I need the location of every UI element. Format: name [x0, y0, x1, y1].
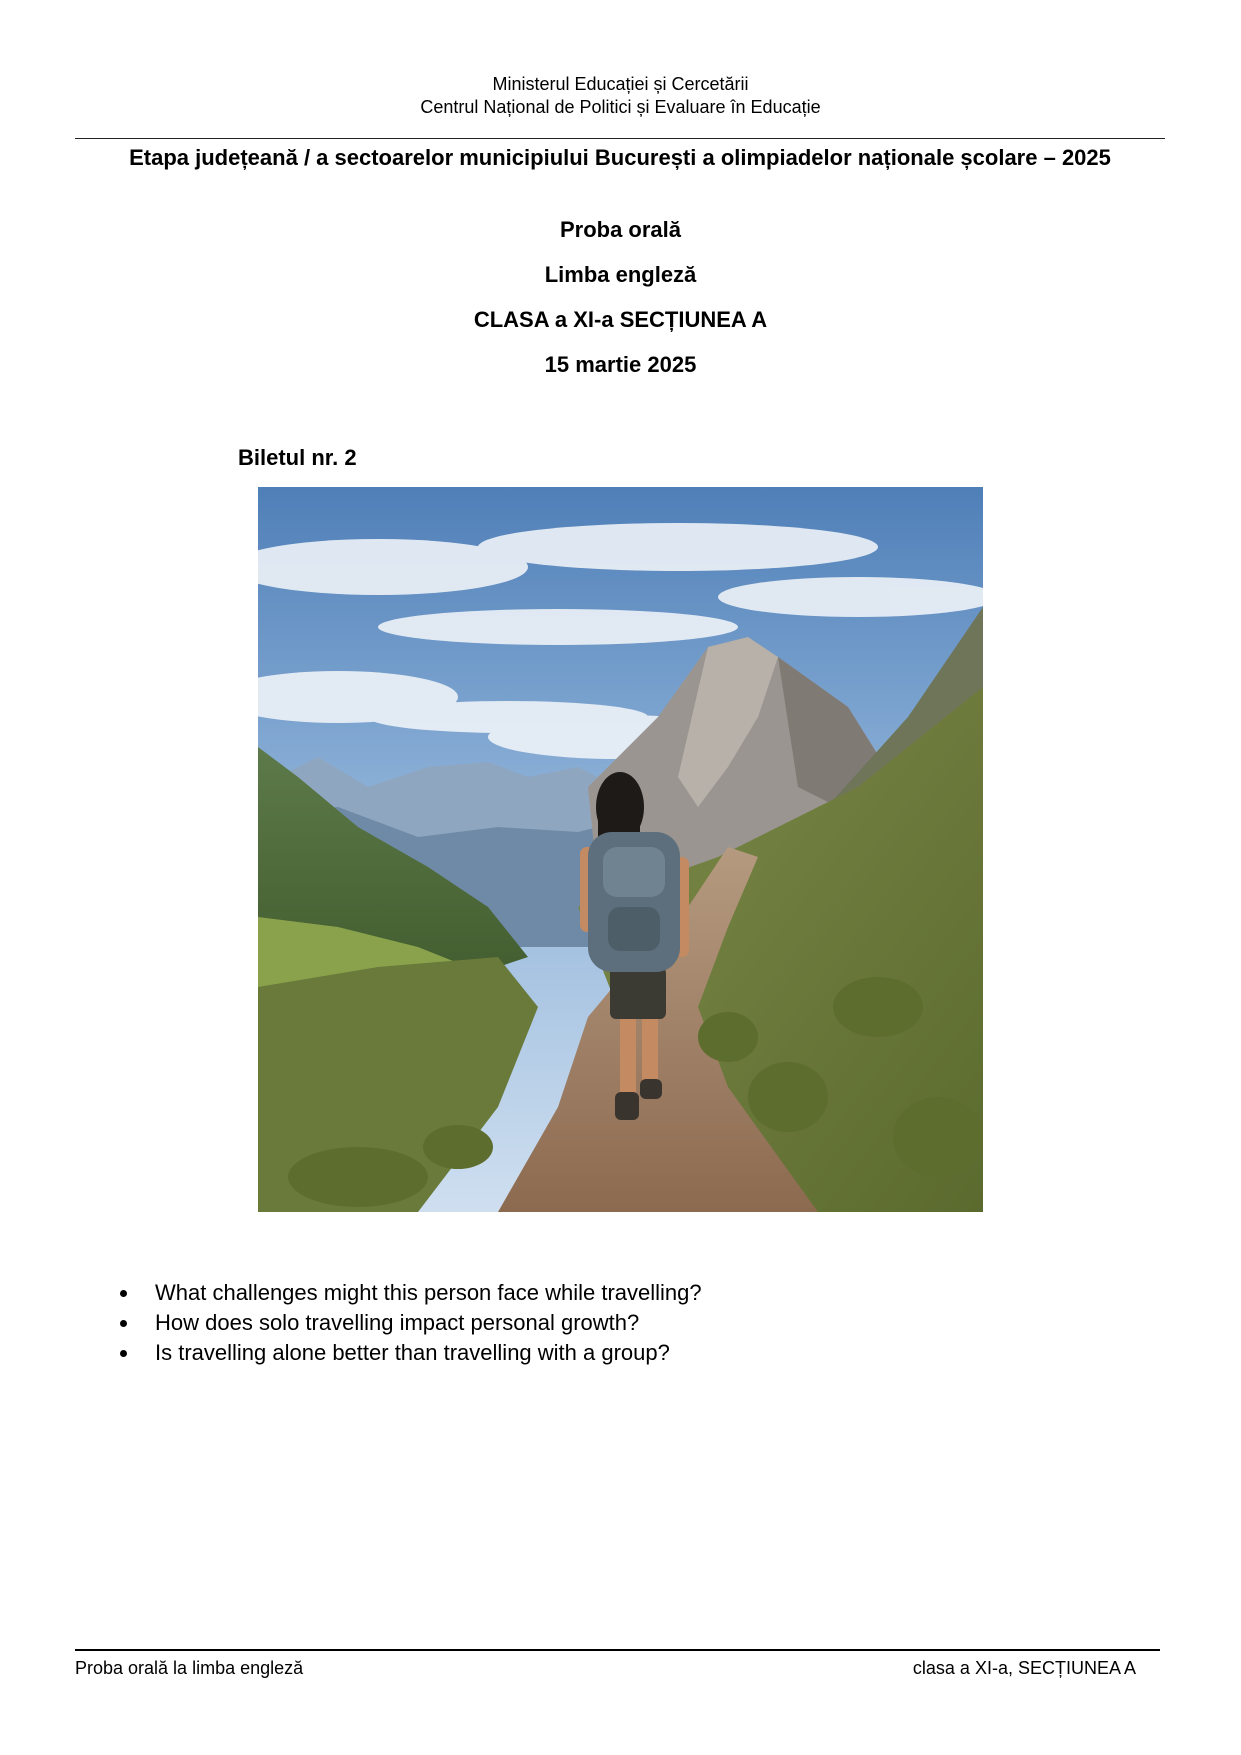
list-item [118, 1278, 702, 1308]
exam-type: Proba orală [559, 217, 682, 242]
list-item [118, 1338, 702, 1368]
question-text: What challenges might this person face while travelling? [155, 1280, 702, 1305]
question-text: How does solo travelling impact personal growth? [155, 1310, 640, 1335]
exam-date: 15 martie 2025 [544, 352, 697, 377]
header-divider [75, 138, 1165, 139]
bullet-icon [120, 1320, 127, 1327]
ticket-label: Biletul nr. 2 [238, 445, 357, 470]
exam-class-section: CLASA a XI-a SECȚIUNEA A [473, 307, 768, 332]
olympiad-stage-title: Etapa județeană / a sectoarelor municipiului București a olimpiadelor naționale școlare – 2025 [129, 145, 1111, 170]
list-item [118, 1308, 702, 1338]
question-text: Is travelling alone better than travelling with a group? [155, 1340, 670, 1365]
question-list [118, 1278, 702, 1368]
bullet-icon [120, 1350, 127, 1357]
ministry-name: Ministerul Educației și Cercetării [492, 74, 749, 94]
center-name: Centrul Național de Politici și Evaluare în Educație [420, 97, 821, 117]
bullet-icon [120, 1290, 127, 1297]
hiker-mountain-photo [258, 487, 983, 1212]
footer-divider [75, 1649, 1160, 1651]
footer-class-section: clasa a XI-a, SECȚIUNEA A [912, 1658, 1136, 1678]
exam-subject: Limba engleză [544, 262, 697, 287]
footer-exam-name: Proba orală la limba engleză [75, 1658, 304, 1678]
